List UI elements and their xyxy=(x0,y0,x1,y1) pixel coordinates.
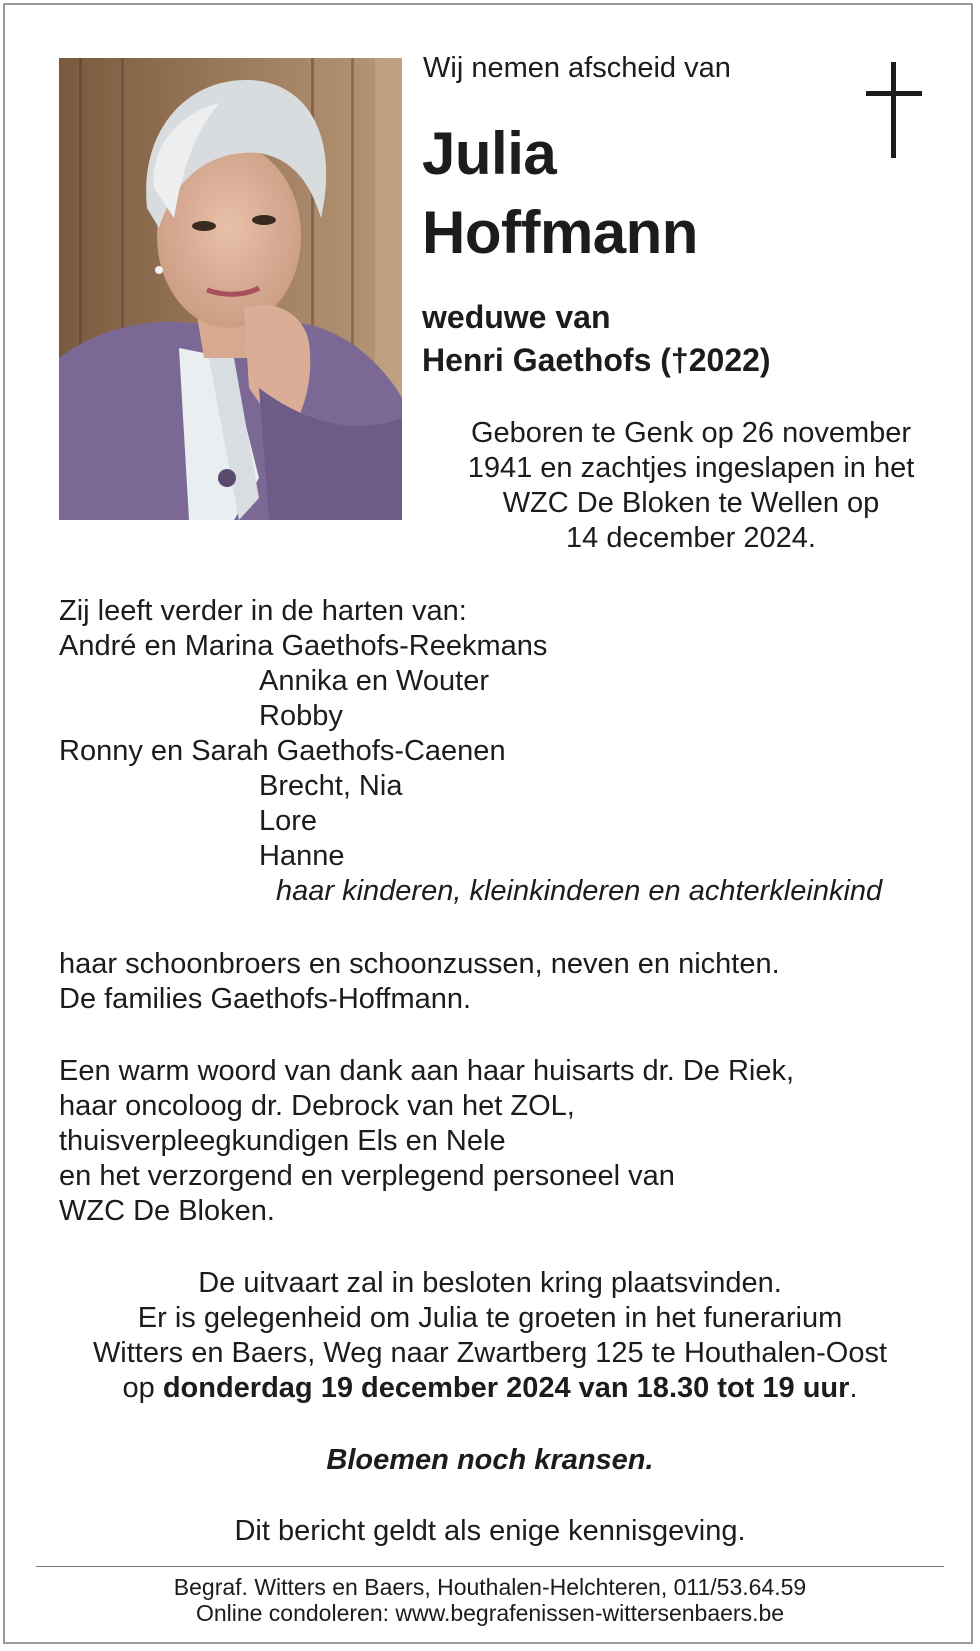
notice-only-line: Dit bericht geldt als enige kennisgeving. xyxy=(234,1515,746,1547)
funeral-home-info: Begraf. Witters en Baers, Houthalen-Helchteren, 011/53.64.59 xyxy=(173,1574,807,1600)
born-line: 1941 en zachtjes ingeslapen in het xyxy=(467,452,915,484)
footer-divider xyxy=(36,1566,944,1567)
funeral-line: Witters en Baers, Weg naar Zwartberg 125 te Houthalen-Oost xyxy=(92,1337,888,1369)
family-member: André en Marina Gaethofs-Reekmans xyxy=(59,630,548,662)
spouse-name: Henri Gaethofs (†2022) xyxy=(422,342,771,378)
funeral-line: De uitvaart zal in besloten kring plaatsvinden. xyxy=(198,1267,782,1299)
born-line: 14 december 2024. xyxy=(566,522,816,554)
family-member: Hanne xyxy=(259,840,345,872)
family-member: Ronny en Sarah Gaethofs-Caenen xyxy=(59,735,506,767)
widow-label: weduwe van xyxy=(422,299,611,335)
flowers-note: Bloemen noch kransen. xyxy=(326,1444,654,1476)
family-member: Lore xyxy=(259,805,318,837)
visitation-suffix: . xyxy=(849,1372,858,1404)
cross-icon xyxy=(866,62,922,158)
thanks-line: haar oncoloog dr. Debrock van het ZOL, xyxy=(59,1090,575,1122)
family-member: Brecht, Nia xyxy=(259,770,403,802)
visitation-date: donderdag 19 december 2024 van 18.30 tot 19 uur xyxy=(162,1372,850,1404)
thanks-line: thuisverpleegkundigen Els en Nele xyxy=(59,1125,506,1157)
family-caption: haar kinderen, kleinkinderen en achterkleinkind xyxy=(276,875,883,907)
deceased-first-name: Julia xyxy=(422,120,557,187)
family-member: Robby xyxy=(259,700,343,732)
deceased-last-name: Hoffmann xyxy=(422,199,698,266)
portrait-photo xyxy=(59,58,402,520)
relatives-line: De families Gaethofs-Hoffmann. xyxy=(59,983,472,1015)
relatives-line: haar schoonbroers en schoonzussen, neven en nichten. xyxy=(59,948,780,980)
born-line: Geboren te Genk op 26 november xyxy=(470,417,912,449)
thanks-line: Een warm woord van dank aan haar huisarts dr. De Riek, xyxy=(59,1055,795,1087)
birth-death-paragraph xyxy=(418,416,964,556)
condolence-link[interactable]: Online condoleren: www.begrafenissen-wittersenbaers.be xyxy=(195,1600,785,1626)
visitation-prefix: op xyxy=(122,1372,163,1404)
family-member: Annika en Wouter xyxy=(259,665,489,697)
born-line: WZC De Bloken te Wellen op xyxy=(502,487,880,519)
intro-text: Wij nemen afscheid van xyxy=(423,52,731,84)
funeral-line: Er is gelegenheid om Julia te groeten in het funerarium xyxy=(137,1302,843,1334)
visitation-line xyxy=(40,1371,940,1406)
thanks-line: en het verzorgend en verplegend personeel van xyxy=(59,1160,675,1192)
survivors-intro: Zij leeft verder in de harten van: xyxy=(59,595,467,627)
thanks-line: WZC De Bloken. xyxy=(59,1195,275,1227)
